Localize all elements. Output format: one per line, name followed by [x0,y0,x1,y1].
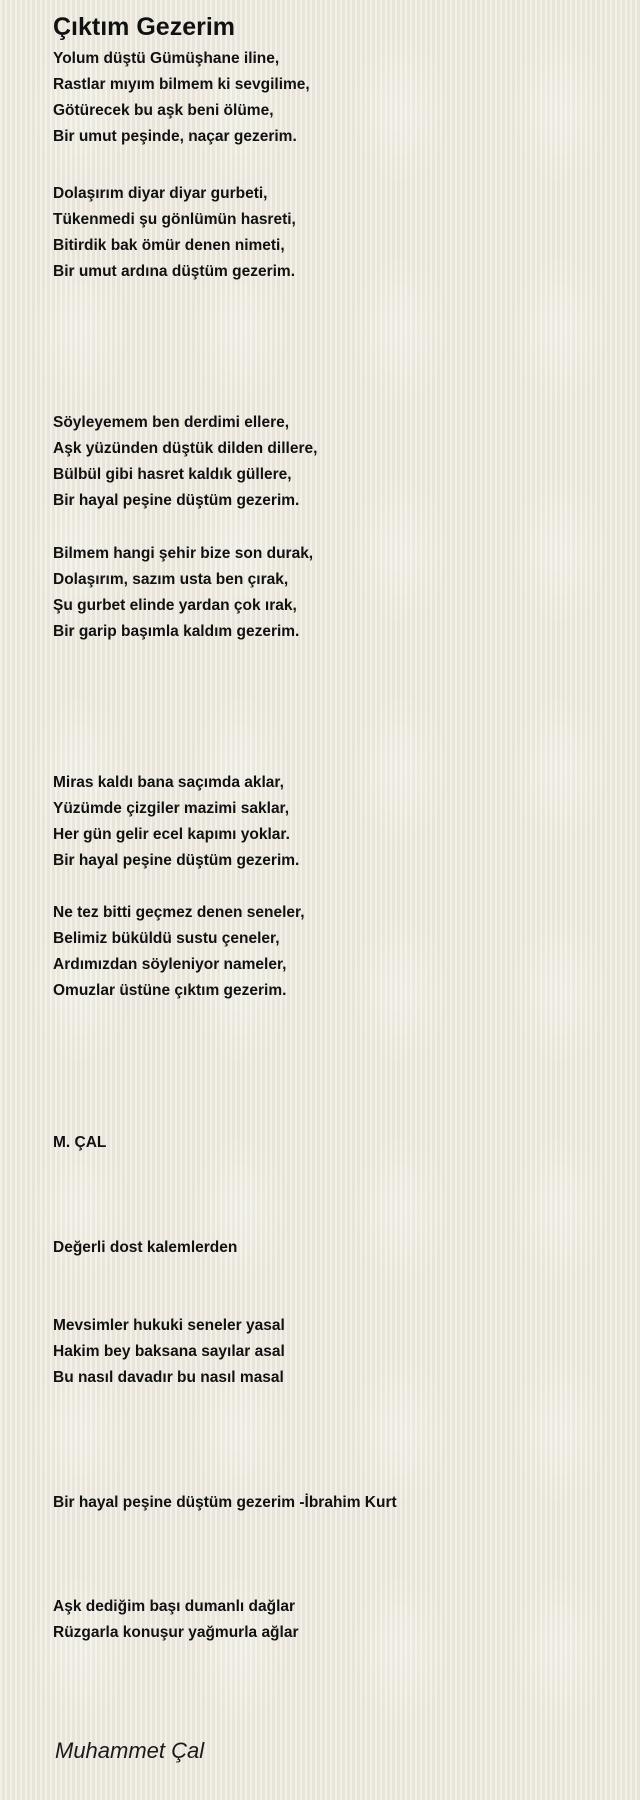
poem-title: Çıktım Gezerim [53,13,236,41]
stanza-2 [53,181,296,285]
poem-line: Bilmem hangi şehir bize son durak, [53,545,314,562]
poem-line: Söyleyemem ben derdimi ellere, [53,414,290,431]
poem-line: Dolaşırım, sazım usta ben çırak, [53,571,289,588]
poem-line: Bülbül gibi hasret kaldık güllere, [53,466,292,483]
stanza-3 [53,410,317,514]
poem-line: Miras kaldı bana saçımda aklar, [53,774,284,791]
stanza-6 [53,900,305,1004]
excerpt-line: Hakim bey baksana sayılar asal [53,1343,285,1360]
excerpt-line: Aşk dediğim başı dumanlı dağlar [53,1598,296,1615]
poem-line: Ardımızdan söyleniyor nameler, [53,956,287,973]
poem-line: Şu gurbet elinde yardan çok ırak, [53,597,297,614]
poem-line: Aşk yüzünden düştük dilden dillere, [53,440,318,457]
related-poem-link[interactable]: Bir hayal peşine düştüm gezerim -İbrahim Kurt [53,1494,397,1511]
stanza-4 [53,541,313,645]
excerpt-line: Bu nasıl davadır bu nasıl masal [53,1369,284,1386]
poem-line: Tükenmedi şu gönlümün hasreti, [53,211,296,228]
excerpt-line: Mevsimler hukuki seneler yasal [53,1317,285,1334]
poem-line: Bir umut peşinde, naçar gezerim. [53,128,297,145]
poem-line: Bitirdik bak ömür denen nimeti, [53,237,285,254]
closing-excerpt [53,1594,299,1646]
poem-line: Bir hayal peşine düştüm gezerim. [53,852,300,869]
poem-line: Bir hayal peşine düştüm gezerim. [53,492,300,509]
related-link-block [53,1490,397,1516]
poem-line: Yüzümde çizgiler mazimi saklar, [53,800,290,817]
poem-line: Ne tez bitti geçmez denen seneler, [53,904,305,921]
related-poems-heading: Değerli dost kalemlerden [53,1239,238,1256]
poem-line: Rastlar mıyım bilmem ki sevgilime, [53,76,310,93]
poem-line: Her gün gelir ecel kapımı yoklar. [53,826,290,843]
poem-line: Dolaşırım diyar diyar gurbeti, [53,185,268,202]
excerpt-line: Rüzgarla konuşur yağmurla ağlar [53,1624,299,1641]
related-heading-block [53,1235,237,1261]
author-signature: Muhammet Çal [55,1738,205,1763]
poem-line: Yolum düştü Gümüşhane iline, [53,50,280,67]
poem-line: Omuzlar üstüne çıktım gezerim. [53,982,287,999]
poem-line: Bir umut ardına düştüm gezerim. [53,263,296,280]
stanza-1 [53,46,310,150]
author-block [53,1130,106,1156]
author-name: M. ÇAL [53,1134,107,1151]
poem-line: Götürecek bu aşk beni ölüme, [53,102,274,119]
related-excerpt [53,1313,285,1391]
stanza-5 [53,770,299,874]
poem-line: Bir garip başımla kaldım gezerim. [53,623,300,640]
poem-line: Belimiz büküldü sustu çeneler, [53,930,280,947]
